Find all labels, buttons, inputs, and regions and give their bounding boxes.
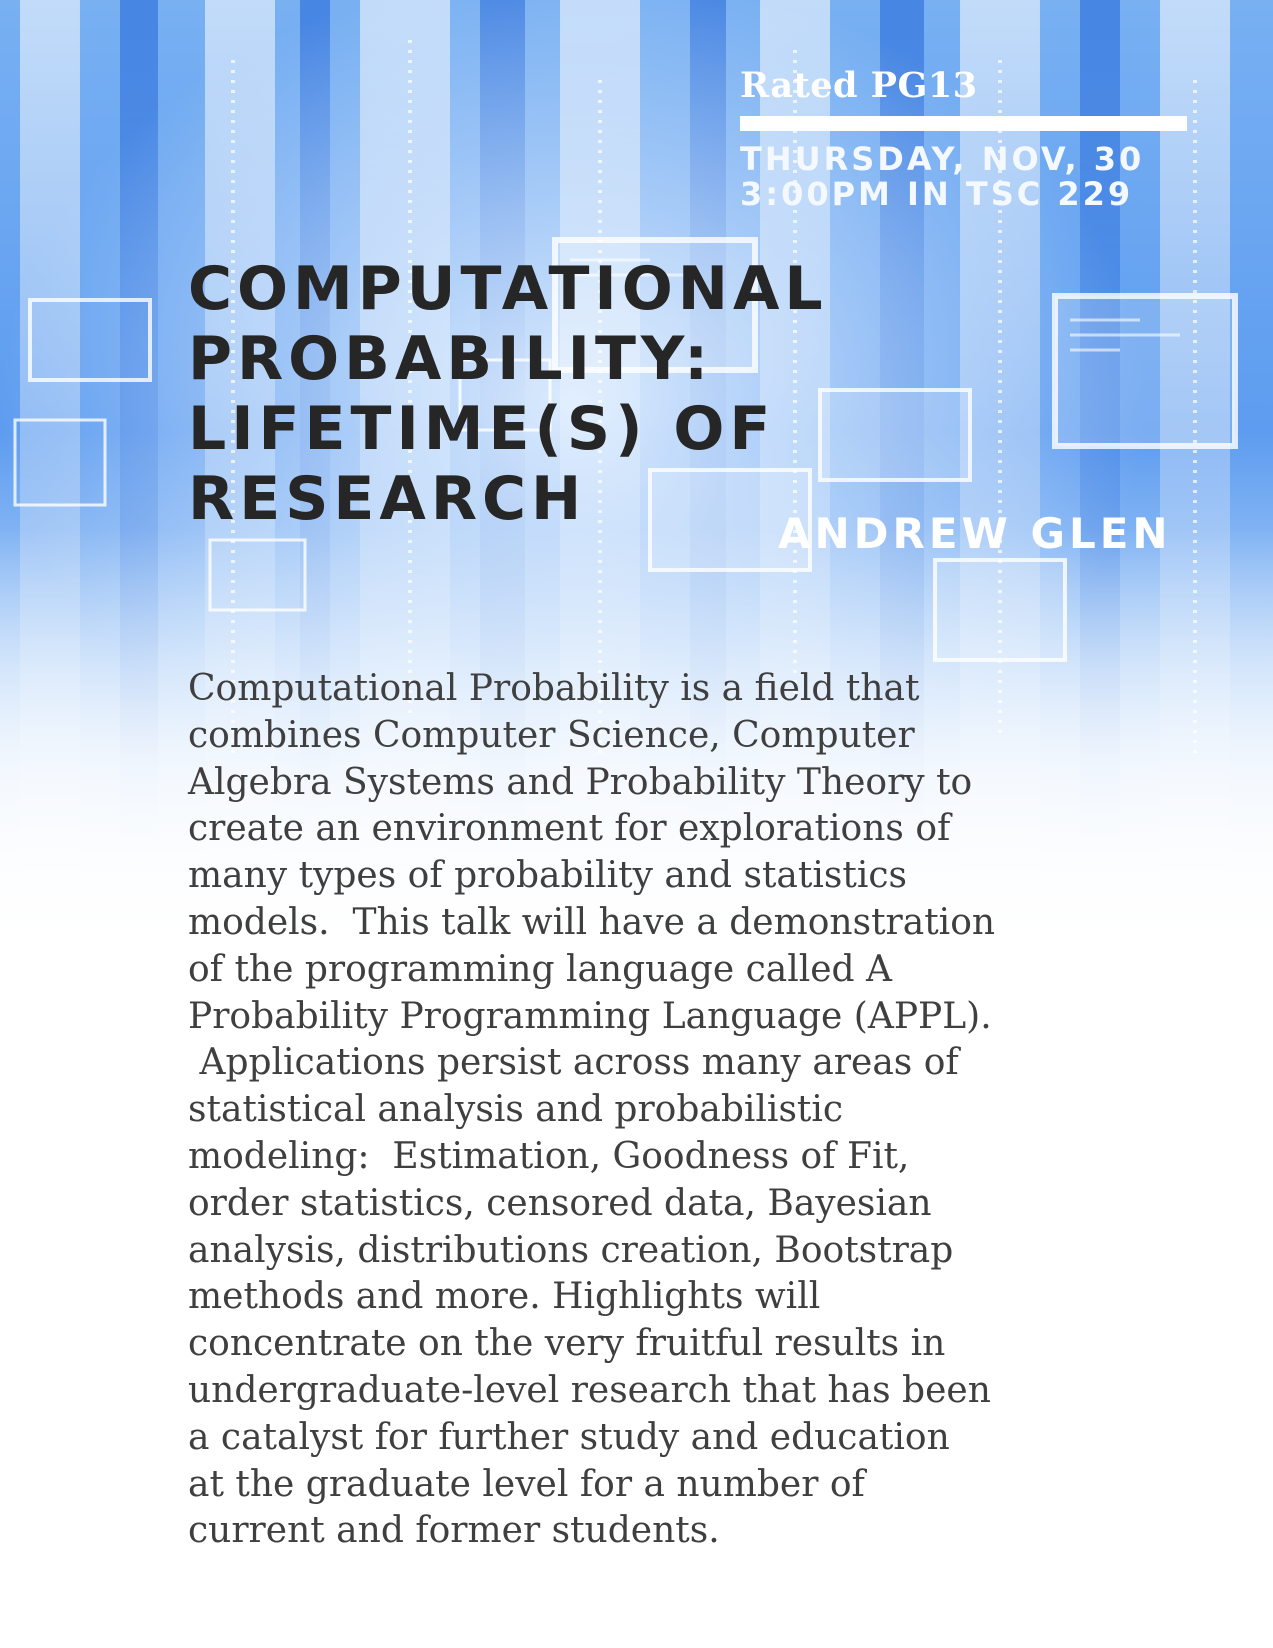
abstract-line: a catalyst for further study and education	[188, 1416, 950, 1458]
abstract-line: statistical analysis and probabilistic	[188, 1089, 844, 1131]
speaker-name: ANDREW GLEN	[778, 509, 1172, 558]
talk-abstract	[188, 666, 1148, 1555]
title-line: LIFETIME(S) OF	[188, 394, 776, 464]
abstract-line: of the programming language called A	[188, 948, 893, 990]
abstract-line: Applications persist across many areas of	[188, 1042, 959, 1084]
abstract-line: concentrate on the very fruitful results in	[188, 1323, 946, 1365]
abstract-line: analysis, distributions creation, Bootstrap	[188, 1229, 954, 1271]
abstract-line: current and former students.	[188, 1510, 720, 1552]
abstract-line: undergraduate-level research that has been	[188, 1369, 991, 1411]
abstract-line: combines Computer Science, Computer	[188, 714, 915, 756]
rating-label: Rated PG13	[740, 65, 978, 106]
abstract-line: models. This talk will have a demonstration	[188, 901, 996, 943]
abstract-line: Probability Programming Language (APPL).	[188, 995, 992, 1037]
header-divider	[740, 116, 1187, 131]
abstract-line: create an environment for explorations of	[188, 808, 951, 850]
abstract-line: methods and more. Highlights will	[188, 1276, 821, 1318]
abstract-line: many types of probability and statistics	[188, 855, 907, 897]
abstract-line: modeling: Estimation, Goodness of Fit,	[188, 1135, 910, 1177]
title-line: RESEARCH	[188, 464, 587, 534]
title-line: PROBABILITY:	[188, 324, 714, 394]
event-time-location: 3:00PM IN TSC 229	[740, 175, 1134, 213]
talk-title	[188, 254, 948, 534]
abstract-line: Algebra Systems and Probability Theory to	[188, 761, 973, 803]
abstract-line: at the graduate level for a number of	[188, 1463, 865, 1505]
abstract-line: Computational Probability is a field that	[188, 668, 920, 709]
event-date: THURSDAY, NOV, 30	[740, 140, 1145, 178]
abstract-line: order statistics, censored data, Bayesian	[188, 1182, 932, 1224]
title-line: COMPUTATIONAL	[188, 254, 828, 324]
